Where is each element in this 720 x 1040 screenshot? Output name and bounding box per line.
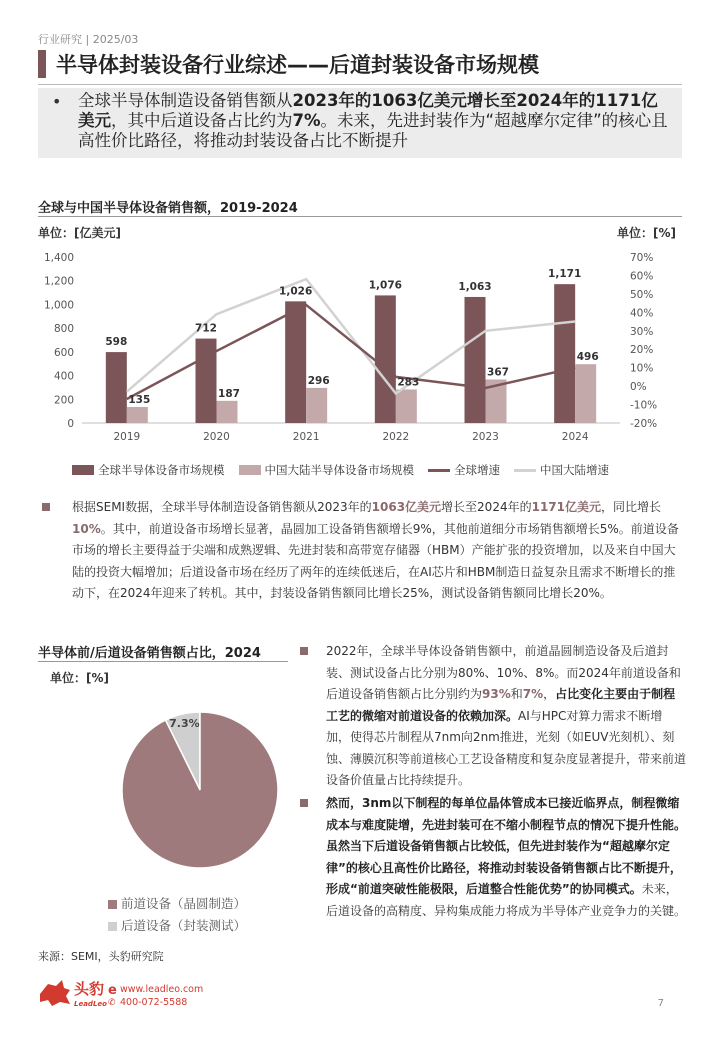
y-tick-label: 400 <box>53 370 74 383</box>
legend-global-bar-label: 全球半导体设备市场规模 <box>98 463 225 477</box>
y2-tick-label: 0% <box>630 381 647 394</box>
global-bar <box>554 284 575 423</box>
y2-tick-label: 20% <box>630 344 654 357</box>
x-tick-label: 2024 <box>561 431 589 443</box>
pie-legend-front-swatch <box>108 900 117 909</box>
bar-chart-unit-left: 单位：[亿美元] <box>38 226 121 240</box>
footer-phone: 400-072-5588 <box>120 997 188 1008</box>
global-bar <box>375 295 396 423</box>
x-tick-label: 2023 <box>472 431 499 443</box>
report-topline: 行业研究 | 2025/03 <box>38 33 139 46</box>
sales-bar-line-chart <box>0 240 720 450</box>
legend-china-growth-label: 中国大陆增速 <box>540 463 609 477</box>
pie-legend-back-swatch <box>108 922 117 931</box>
logo-e-icon: e <box>108 983 117 998</box>
global-bar <box>465 297 486 423</box>
x-tick-label: 2022 <box>382 431 410 443</box>
pie-chart-legend <box>108 893 246 937</box>
pie-legend-front-label: 前道设备（晶圆制造） <box>121 896 247 911</box>
global-bar <box>106 352 127 423</box>
pie-legend-back <box>108 915 246 937</box>
bar-chart-unit-right: 单位：[%] <box>617 226 676 240</box>
footer-website[interactable]: www.leadleo.com <box>120 984 204 995</box>
para2-bullet <box>300 647 308 655</box>
page-title: 半导体封装设备行业综述——后道封装设备市场规模 <box>56 53 539 77</box>
bar-chart-legend <box>72 462 609 478</box>
summary-text: 全球半导体制造设备销售额从2023年的1063亿美元增长至2024年的1171亿美元，其中后道设备占比约为7%。未来，先进封装作为“超越摩尔定律”的核心且高性价比路径，将推动封装设备占比不断提升 <box>78 91 668 150</box>
china-bar <box>396 389 417 423</box>
logo-en-text: LeadLeo <box>74 1000 107 1008</box>
phone-icon: ✆ <box>108 998 116 1008</box>
para1-text: 根据SEMI数据，全球半导体制造设备销售额从2023年的1063亿美元增长至2024年的1171亿美元，同比增长10%。其中，前道设备市场增长显著，晶圆加工设备销售额增长9%，其他前道细分市场销售额增长5%。前道设备市场的增长主要得益于尖端和成熟逻辑、先进封装和高带宽存储器（HBM）产能扩张的投资增加，以及来自中国大陆的投资大幅增加；后道设备市场在经历了两年的连续低迷后，在AI芯片和HBM制造日益复杂且需求不断增长的推动下，在2024年迎来了转机。其中，封装设备销售额同比增长25%，测试设备销售额同比增长20%。 <box>72 500 679 600</box>
china-bar-data-label: 283 <box>397 376 420 389</box>
para1-bullet <box>42 503 50 511</box>
y-tick-label: 800 <box>53 323 74 336</box>
global-bar-data-label: 1,026 <box>279 285 313 298</box>
legend-china-bar-swatch <box>239 465 261 475</box>
title-divider <box>38 84 682 85</box>
global-bar <box>196 339 217 423</box>
para3-bullet <box>300 799 308 807</box>
title-accent-bar <box>38 50 46 78</box>
x-tick-label: 2021 <box>292 431 320 443</box>
y-tick-label: 1,000 <box>43 299 74 312</box>
global-bar-data-label: 1,063 <box>458 280 492 293</box>
pie-chart-unit: 单位：[%] <box>50 671 109 685</box>
y2-tick-label: 70% <box>630 252 654 264</box>
china-bar <box>575 364 596 423</box>
pie-label-back: 7.3% <box>169 717 200 731</box>
y-tick-label: 600 <box>53 346 74 359</box>
legend-global-growth-label: 全球增速 <box>454 463 500 477</box>
y-tick-label: 1,200 <box>43 275 74 288</box>
pie-label-front: 92.7% <box>203 870 242 880</box>
pie-legend-back-label: 后道设备（封装测试） <box>121 918 247 933</box>
china-bar <box>306 388 327 423</box>
y2-tick-label: -10% <box>630 399 658 412</box>
china-bar <box>217 401 238 423</box>
para3-text: 然而，3nm以下制程的每单位晶体管成本已接近临界点，制程微缩成本与难度陡增，先进封装可在不缩小制程节点的情况下提升性能。虽然当下后道设备销售额占比较低，但先进封装作为“超越摩尔定律”的核心且高性价比路径，将推动封装设备销售额占比不断提升，形成“前道突破性能极限，后道整合性能优势”的协同模式。未来，后道设备的高精度、异构集成能力将成为半导体产业竞争力的关键。 <box>326 796 687 918</box>
pie-legend-front <box>108 893 246 915</box>
legend-china-growth-swatch <box>514 469 536 472</box>
global-growth-line <box>127 305 575 399</box>
para2-text: 2022年，全球半导体设备销售额中，前道晶圆制造设备及后道封装、测试设备占比分别为80%、10%、8%。而2024年前道设备和后道设备销售额占比分别约为93%和7%，占比变化主要由于制程工艺的微缩对前道设备的依赖加深。AI与HPC对算力需求不断增加，使得芯片制程从7nm向2nm推进，光刻（如EUV光刻机）、刻蚀、薄膜沉积等前道核心工艺设备精度和复杂度显著提升，带来前道设备价值量占比持续提升。 <box>326 644 687 787</box>
logo-cn-text: 头豹 <box>74 980 105 998</box>
bar-chart-title: 全球与中国半导体设备销售额，2019-2024 <box>38 201 298 216</box>
china-bar-data-label: 135 <box>128 393 151 406</box>
y2-tick-label: -20% <box>630 418 658 430</box>
page-number: 7 <box>657 998 664 1009</box>
front-back-equipment-pie-chart <box>110 700 290 880</box>
china-bar-data-label: 496 <box>576 351 599 364</box>
china-bar-data-label: 367 <box>487 366 509 379</box>
legend-china-growth <box>514 462 609 478</box>
legend-global-bar-swatch <box>72 465 94 475</box>
source-note: 来源：SEMI，头豹研究院 <box>38 950 164 963</box>
legend-global-growth-swatch <box>428 469 450 472</box>
global-bar-data-label: 712 <box>195 322 217 335</box>
y2-tick-label: 30% <box>630 325 654 338</box>
x-tick-label: 2019 <box>113 431 141 443</box>
legend-global-bar <box>72 462 225 478</box>
global-bar-data-label: 1,171 <box>548 268 582 281</box>
legend-global-growth <box>428 462 500 478</box>
y2-tick-label: 60% <box>630 270 654 283</box>
summary-bullet: • <box>52 92 62 111</box>
y2-tick-label: 50% <box>630 288 654 301</box>
y2-tick-label: 40% <box>630 307 654 320</box>
china-bar-data-label: 296 <box>307 374 330 387</box>
bar-chart-divider <box>38 216 682 217</box>
leopard-icon <box>40 980 70 1006</box>
pie-chart-divider <box>38 661 288 662</box>
x-tick-label: 2020 <box>203 431 230 443</box>
china-bar-data-label: 187 <box>218 387 240 400</box>
legend-china-bar-label: 中国大陆半导体设备市场规模 <box>264 463 414 477</box>
y-tick-label: 1,400 <box>43 252 74 264</box>
y-tick-label: 200 <box>53 394 74 407</box>
leadleo-logo <box>36 972 236 1012</box>
china-bar <box>127 407 148 423</box>
legend-china-bar <box>239 462 415 478</box>
pie-chart-title: 半导体前/后道设备销售额占比，2024 <box>38 646 261 661</box>
y-tick-label: 0 <box>67 418 74 430</box>
pie-slice-front <box>122 712 278 868</box>
y2-tick-label: 10% <box>630 362 654 375</box>
global-bar-data-label: 598 <box>105 336 128 349</box>
global-bar-data-label: 1,076 <box>368 279 402 292</box>
global-bar <box>285 301 306 423</box>
